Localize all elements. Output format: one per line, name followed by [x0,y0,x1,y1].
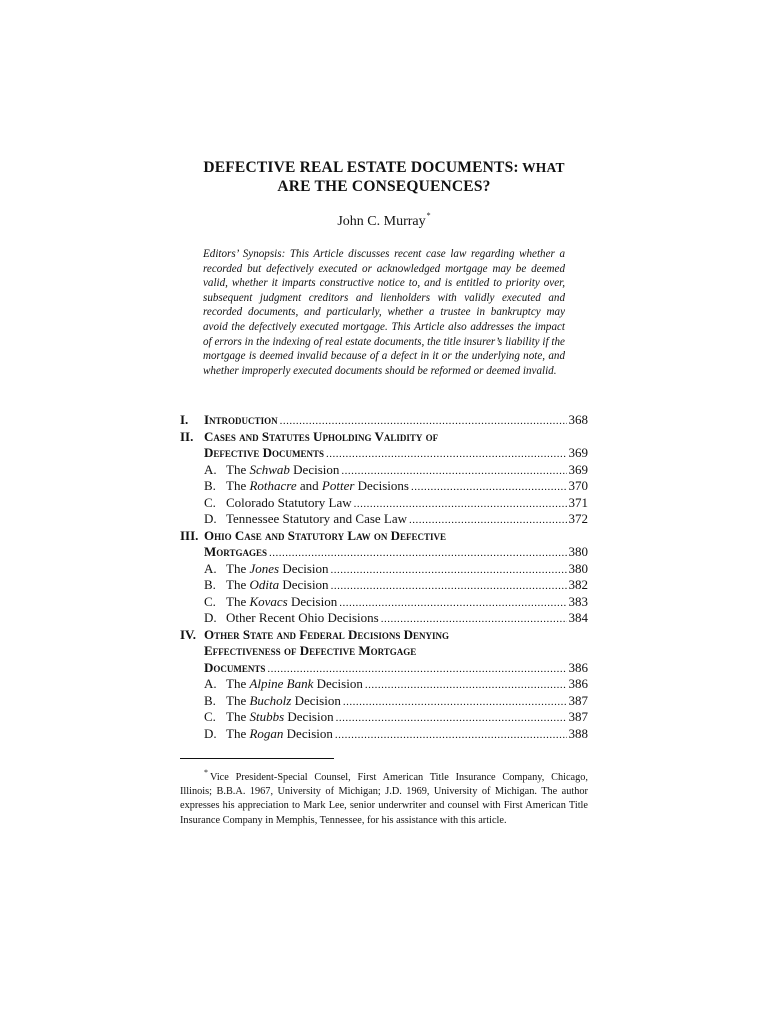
author-line [0,211,768,230]
toc-subsection-label: The Stubbs Decision [226,709,334,724]
toc-row[interactable] [180,478,588,495]
title-major: DEFECTIVE REAL ESTATE DOCUMENTS: [203,159,519,176]
toc-row[interactable] [180,627,588,644]
toc-leader-dots [267,661,566,678]
toc-row[interactable] [180,676,588,693]
toc-page-number: 386 [568,659,588,675]
toc-page-number: 380 [568,560,588,576]
toc-section-label: Introduction [204,412,278,427]
toc-subsection-letter: B. [204,692,216,708]
footnote-text: Vice President-Special Counsel, First American Title Insurance Company, Chicago, Illinois; B.B.A. 1967, University of Michigan; J.D. 1969, University of Michigan. The author expresses his appreciation to Mark Lee, senior underwriter and counsel with First American Title Insurance Company in Memphis, Tennessee, for his assistance with this article. [180,772,588,826]
toc-subsection-label: The Rothacre and Potter Decisions [226,478,409,493]
toc-subsection-label: The Alpine Bank Decision [226,676,363,691]
toc-subsection-letter: D. [204,511,217,526]
editors-synopsis: Editors’ Synopsis: This Article discusses recent case law regarding whether a recorded but defectively executed or acknowledged mortgage may be deemed valid, whether it imparts constructive notice to, and is entitled to priority over, subsequent judgment creditors and lienholders with validly executed and recorded documents, and particularly, whether a trustee in bankruptcy may avoid the defectively executed mortgage. This Article also addresses the impact of errors in the indexing of real estate documents, the title insurer’s liability if the mortgage is deemed invalid because of a defect in it or the underlying note, and whether improperly executed documents should be reformed or deemed invalid. [203,248,565,377]
toc-subsection-label: The Odita Decision [226,577,329,592]
toc-page-number: 369 [568,461,588,477]
toc-row[interactable] [180,726,588,743]
toc-leader-dots [280,413,567,430]
toc-subsection-label: The Rogan Decision [226,725,333,741]
toc-subsection-letter: B. [204,577,216,592]
article-title-line2: ARE THE CONSEQUENCES? [277,178,491,195]
author-name: John C. Murray [337,214,426,229]
toc-section-label-cont: Mortgages [204,544,267,559]
toc-page-number: 368 [568,412,588,427]
toc-leader-dots [326,446,566,463]
toc-subsection-label: The Schwab Decision [226,461,340,477]
toc-subsection-label: The Bucholz Decision [226,692,341,708]
toc-section-label-cont: Documents [204,659,266,675]
toc-page-number: 387 [568,692,588,708]
toc-leader-dots [331,578,567,595]
title-minor: WHAT [518,160,565,175]
author-footnote-mark: * [426,211,431,220]
toc-row[interactable] [180,462,588,479]
toc-leader-dots [331,562,567,579]
toc-leader-dots [343,694,567,711]
toc-section-number: I. [180,412,189,427]
toc-section-number: IV. [180,626,197,642]
table-of-contents [180,412,588,742]
toc-row[interactable] [180,693,588,710]
toc-subsection-letter: A. [204,461,217,477]
toc-leader-dots [411,479,567,496]
toc-leader-dots [339,595,566,612]
toc-page-number: 387 [568,709,588,724]
toc-row[interactable] [180,445,588,462]
toc-row[interactable] [180,561,588,578]
toc-subsection-label: The Kovacs Decision [226,593,338,609]
toc-leader-dots [365,677,567,694]
footnote [180,766,588,828]
toc-page-number: 382 [568,577,588,592]
toc-page-number: 371 [568,494,588,510]
toc-section-number: II. [180,428,194,444]
toc-subsection-letter: C. [204,593,216,609]
toc-section-label-cont: Effectiveness of Defective Mortgage [204,643,417,658]
toc-subsection-letter: D. [204,725,217,741]
toc-subsection-letter: A. [204,676,217,691]
toc-subsection-letter: A. [204,560,217,576]
toc-subsection-letter: D. [204,610,217,625]
toc-subsection-label: The Jones Decision [226,560,329,576]
toc-row[interactable] [180,594,588,611]
toc-row[interactable] [180,495,588,512]
toc-subsection-letter: C. [204,494,216,510]
toc-section-label: Other State and Federal Decisions Denying [204,626,450,642]
toc-subsection-letter: B. [204,478,216,493]
toc-page-number: 388 [568,725,588,741]
toc-page-number: 372 [568,511,588,526]
toc-section-label: Cases and Statutes Upholding Validity of [204,428,439,444]
footnote-divider [180,758,334,759]
toc-leader-dots [409,512,566,529]
toc-row[interactable] [180,643,588,660]
toc-page-number: 386 [568,676,588,691]
toc-leader-dots [336,710,567,727]
toc-subsection-label: Colorado Statutory Law [226,494,352,510]
toc-row[interactable] [180,610,588,627]
toc-subsection-label: Tennessee Statutory and Case Law [226,511,408,526]
toc-leader-dots [269,545,567,562]
toc-section-label-cont: Defective Documents [204,445,325,460]
toc-leader-dots [354,496,567,513]
toc-row[interactable] [180,660,588,677]
toc-leader-dots [341,463,566,480]
toc-leader-dots [381,611,567,628]
toc-section-number: III. [180,527,199,543]
toc-page-number: 384 [568,610,588,625]
toc-page-number: 370 [568,478,588,493]
toc-subsection-letter: C. [204,709,216,724]
toc-page-number: 369 [568,445,588,460]
toc-section-label: Ohio Case and Statutory Law on Defective [204,527,447,543]
footnote-mark: * [204,768,208,777]
toc-row[interactable] [180,709,588,726]
toc-row[interactable] [180,577,588,594]
toc-row[interactable] [180,528,588,545]
toc-row[interactable] [180,544,588,561]
toc-row[interactable] [180,412,588,429]
toc-row[interactable] [180,511,588,528]
toc-row[interactable] [180,429,588,446]
toc-leader-dots [335,727,567,744]
article-title-line1 [0,159,768,177]
toc-page-number: 380 [568,544,588,559]
toc-page-number: 383 [568,593,588,609]
toc-subsection-label: Other Recent Ohio Decisions [226,610,379,625]
